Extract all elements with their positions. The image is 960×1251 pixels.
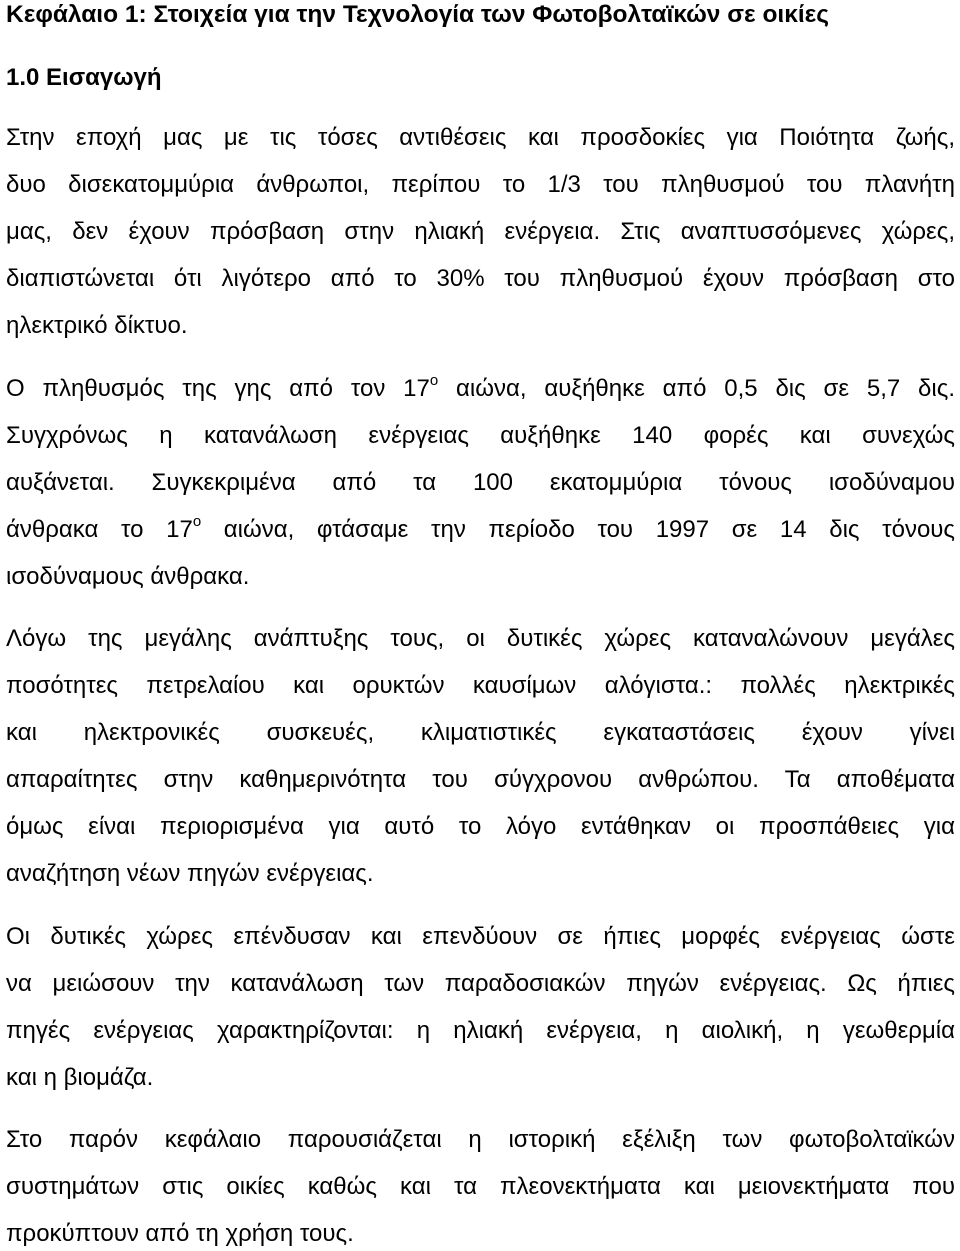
paragraph-line: προκύπτουν από τη χρήση τους. [6, 1220, 354, 1247]
paragraph-line: ισοδύναμους άνθρακα. [6, 563, 250, 590]
line-text: αιώνα, αυξήθηκε από 0,5 δις σε 5,7 δις. [438, 375, 955, 402]
paragraph-line [6, 513, 955, 547]
chapter-title: Κεφάλαιο 1: Στοιχεία για την Τεχνολογία των Φωτοβολταϊκών σε οικίες [6, 1, 830, 28]
paragraph-line: να μειώσουν την κατανάλωση των παραδοσιακών πηγών ενέργειας. Ως ήπιες [6, 970, 955, 997]
paragraph-line: δυο δισεκατομμύρια άνθρωποι, περίπου το 1/3 του πληθυσμού του πλανήτη [6, 171, 955, 198]
paragraph-line: και ηλεκτρονικές συσκευές, κλιματιστικές εγκαταστάσεις έχουν γίνει [6, 719, 955, 746]
line-text: αιώνα, φτάσαμε την περίοδο του 1997 σε 14 δις τόνους [201, 516, 955, 543]
paragraph-line: ηλεκτρικό δίκτυο. [6, 312, 188, 339]
line-text: Ο πληθυσμός της γης από τον 17 [6, 375, 430, 402]
paragraph-line: και η βιομάζα. [6, 1064, 154, 1091]
paragraph-line: Στην εποχή μας με τις τόσες αντιθέσεις και προσδοκίες για Ποιότητα ζωής, [6, 124, 955, 151]
paragraph-line: διαπιστώνεται ότι λιγότερο από το 30% του πληθυσμού έχουν πρόσβαση στο [6, 265, 955, 292]
paragraph-line: πηγές ενέργειας χαρακτηρίζονται: η ηλιακή ενέργεια, η αιολική, η γεωθερμία [6, 1017, 955, 1044]
paragraph-line: Συγχρόνως η κατανάλωση ενέργειας αυξήθηκε 140 φορές και συνεχώς [6, 422, 955, 449]
paragraph-line: όμως είναι περιορισμένα για αυτό το λόγο εντάθηκαν οι προσπάθειες για [6, 813, 955, 840]
paragraph-line: απαραίτητες στην καθημερινότητα του σύγχρονου ανθρώπου. Τα αποθέματα [6, 766, 955, 793]
paragraph-line: Οι δυτικές χώρες επένδυσαν και επενδύουν σε ήπιες μορφές ενέργειας ώστε [6, 923, 955, 950]
paragraph-line: μας, δεν έχουν πρόσβαση στην ηλιακή ενέργεια. Στις αναπτυσσόμενες χώρες, [6, 218, 955, 245]
paragraph-line: Λόγω της μεγάλης ανάπτυξης τους, οι δυτικές χώρες καταναλώνουν μεγάλες [6, 625, 955, 652]
superscript: ο [192, 513, 202, 530]
paragraph-line: αυξάνεται. Συγκεκριμένα από τα 100 εκατομμύρια τόνους ισοδύναμου [6, 469, 955, 496]
paragraph-line [6, 372, 955, 406]
paragraph-line: αναζήτηση νέων πηγών ενέργειας. [6, 860, 374, 887]
paragraph-line: Στο παρόν κεφάλαιο παρουσιάζεται η ιστορική εξέλιξη των φωτοβολταϊκών [6, 1126, 955, 1153]
line-text: άνθρακα το 17 [6, 516, 193, 543]
paragraph-line: ποσότητες πετρελαίου και ορυκτών καυσίμων αλόγιστα.: πολλές ηλεκτρικές [6, 672, 955, 699]
section-title: 1.0 Εισαγωγή [6, 64, 162, 91]
paragraph-line: συστημάτων στις οικίες καθώς και τα πλεονεκτήματα και μειονεκτήματα που [6, 1173, 955, 1200]
superscript: ο [429, 372, 439, 389]
